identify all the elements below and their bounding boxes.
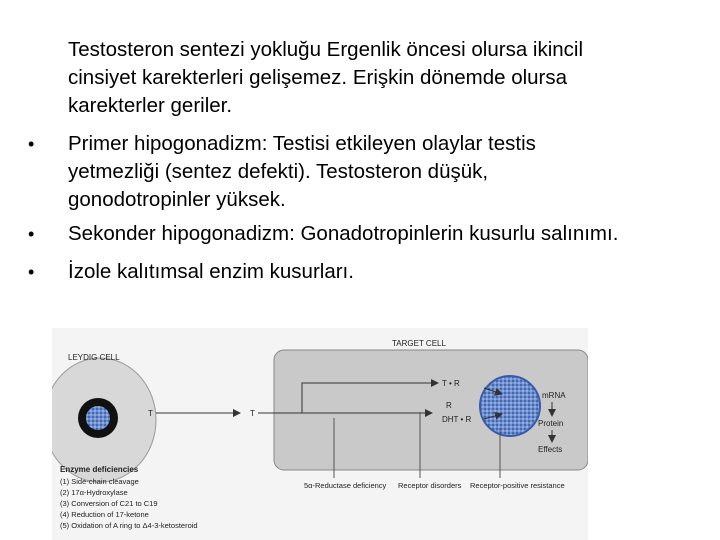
protein-label: Protein	[538, 419, 564, 428]
leydig-nucleus-core	[86, 406, 110, 430]
t-label-plasma: T	[250, 409, 255, 418]
target-nucleus	[480, 376, 540, 436]
enzyme-item: (1) Side-chain cleavage	[60, 477, 139, 486]
enzyme-item: (5) Oxidation of A ring to Δ4-3-ketosteroid	[60, 521, 198, 530]
mrna-label: mRNA	[542, 391, 566, 400]
bullet1-line-3: gonodotropinler yüksek.	[68, 188, 286, 211]
bullet3-line-1: İzole kalıtımsal enzim kusurları.	[68, 260, 354, 283]
reductase-label: 5α-Reductase deficiency	[304, 481, 387, 490]
intro-line-2: cinsiyet karekterleri gelişemez. Erişkin dönemde olursa	[68, 66, 568, 89]
figure-svg	[52, 328, 588, 540]
enzyme-item: (3) Conversion of C21 to C19	[60, 499, 158, 508]
dht-label: DHT • R	[442, 415, 472, 424]
enzyme-title: Enzyme deficiencies	[60, 465, 139, 474]
bullet1-line-2: yetmezliği (sentez defekti). Testosteron düşük,	[68, 160, 489, 183]
bullet2-line-1: Sekonder hipogonadizm: Gonadotropinlerin kusurlu salınımı.	[68, 222, 619, 245]
leydig-title: LEYDIG CELL	[68, 353, 120, 362]
intro-line-1: Testosteron sentezi yokluğu Ergenlik öncesi olursa ikincil	[68, 38, 584, 61]
testosterone-action-figure	[52, 328, 588, 540]
bullet1-line-1: Primer hipogonadizm: Testisi etkileyen olaylar testis	[68, 132, 536, 155]
bullet-marker: •	[28, 134, 35, 154]
enzyme-item: (2) 17α-Hydroxylase	[60, 488, 128, 497]
r-label: R	[446, 401, 452, 410]
tr-label: T • R	[442, 379, 460, 388]
receptor-label: Receptor disorders	[398, 481, 462, 490]
target-title: TARGET CELL	[392, 339, 446, 348]
effects-label: Effects	[538, 445, 563, 454]
bullet-marker: •	[28, 224, 35, 244]
t-label-leydig: T	[148, 409, 153, 418]
resistance-label: Receptor-positive resistance	[470, 481, 565, 490]
intro-line-3: karekterler geriler.	[68, 94, 233, 117]
bullet-marker: •	[28, 262, 35, 282]
enzyme-item: (4) Reduction of 17-ketone	[60, 510, 149, 519]
